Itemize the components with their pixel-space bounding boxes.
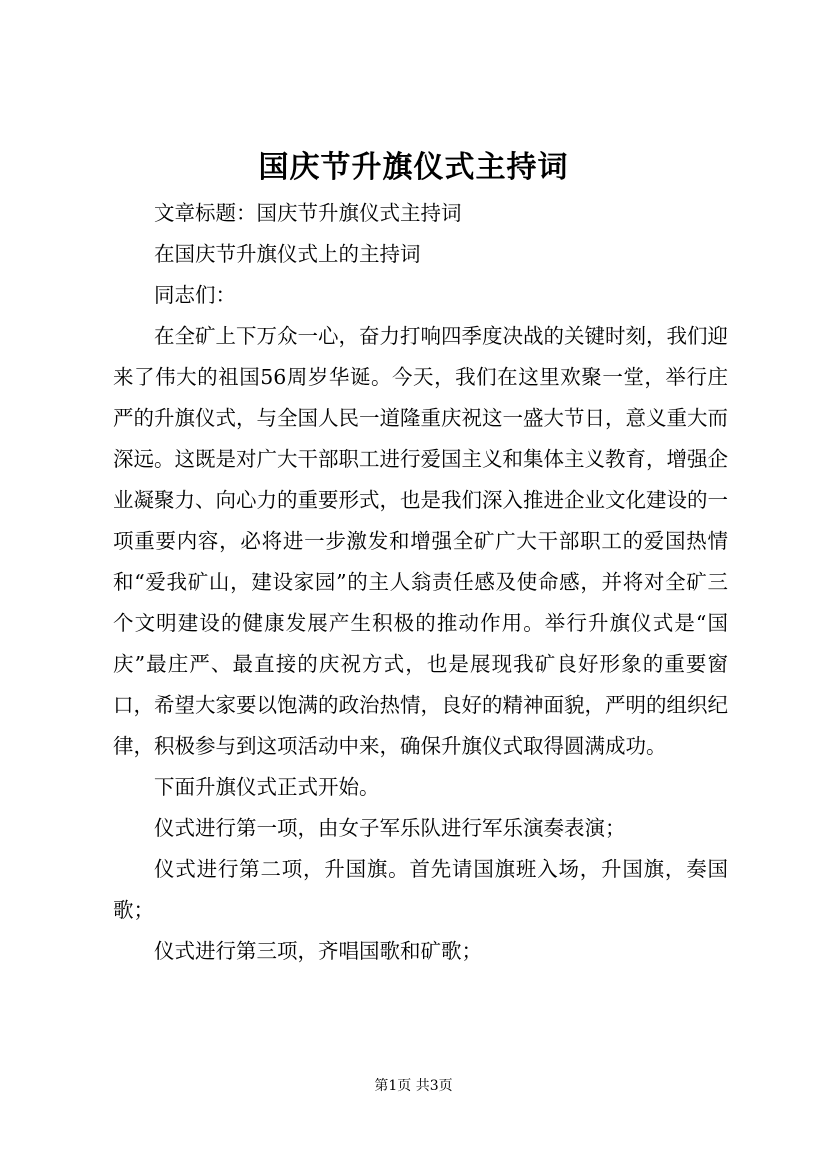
page-footer <box>0 1076 827 1096</box>
paragraph-item-two: 仪式进行第二项，升国旗。首先请国旗班入场，升国旗，奏国歌； <box>113 857 728 922</box>
paragraph-main-speech: 在全矿上下万众一心，奋力打响四季度决战的关键时刻，我们迎来了伟大的祖国56周岁华诞。今天，我们在这里欢聚一堂，举行庄严的升旗仪式，与全国人民一道隆重庆祝这一盛大节日，意义重大而深远。这既是对广大干部职工进行爱国主义和集体主义教育，增强企业凝聚力、向心力的重要形式，也是我们深入推进企业文化建设的一项重要内容，必将进一步激发和增强全矿广大干部职工的爱国热情和“爱我矿山，建设家园”的主人翁责任感及使命感，并将对全矿三个文明建设的健康发展产生积极的推动作用。举行升旗仪式是“国庆”最庄严、最直接的庆祝方式，也是展现我矿良好形象的重要窗口，希望大家要以饱满的政治热情，良好的精神面貌，严明的组织纪律，积极参与到这项活动中来，确保升旗仪式取得圆满成功。 <box>113 324 728 758</box>
paragraph-item-one: 仪式进行第一项，由女子军乐队进行军乐演奏表演； <box>154 816 626 840</box>
page-number-label: 第1页 共3页 <box>374 1078 453 1094</box>
paragraph-item-three: 仪式进行第三项，齐唱国歌和矿歌； <box>154 939 482 963</box>
paragraph-article-heading: 文章标题：国庆节升旗仪式主持词 <box>154 201 462 225</box>
document-title: 国庆节升旗仪式主持词 <box>258 150 569 185</box>
paragraph-subtitle: 在国庆节升旗仪式上的主持词 <box>154 242 421 266</box>
paragraph-greeting: 同志们： <box>154 283 236 307</box>
paragraph-ceremony-start: 下面升旗仪式正式开始。 <box>154 775 380 799</box>
document-body <box>113 193 728 972</box>
